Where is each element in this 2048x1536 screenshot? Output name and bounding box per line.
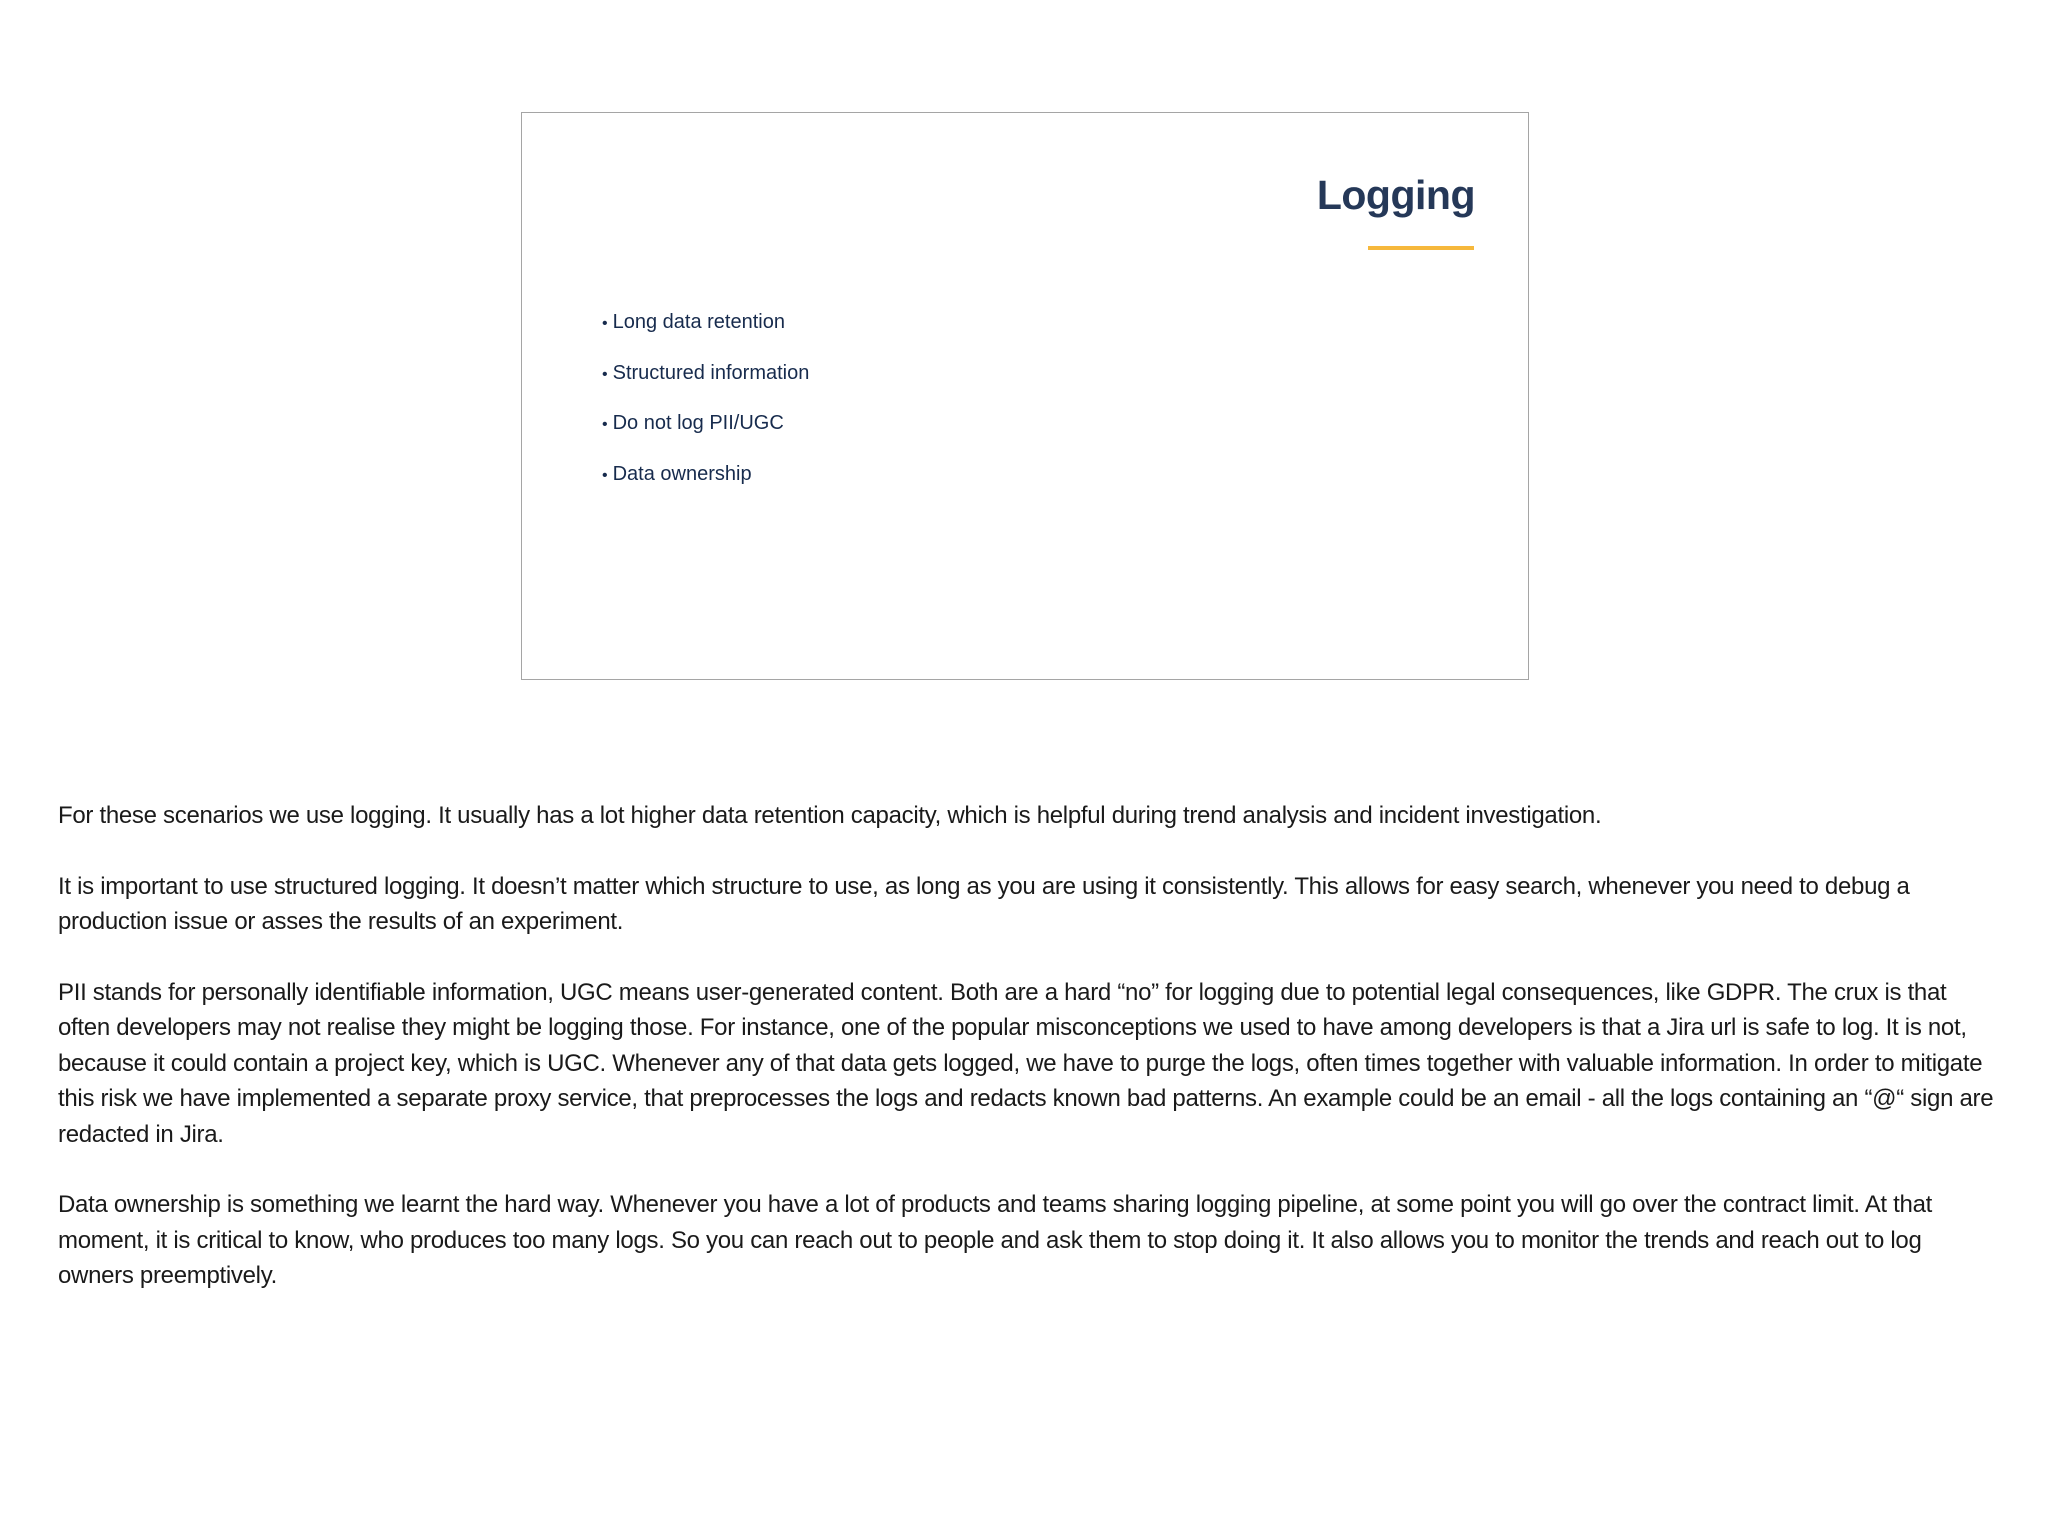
speaker-notes: [58, 798, 2003, 1329]
notes-paragraph: PII stands for personally identifiable information, UGC means user-generated content. Both are a hard “no” for logging due to potential legal consequences, like GDPR. The crux is that often developers may not realise they might be logging those. For instance, one of the popular misconceptions we used to have among developers is that a Jira url is safe to log. It is not, because it could contain a project key, which is UGC. Whenever any of that data gets logged, we have to purge the logs, often times together with valuable information. In order to mitigate this risk we have implemented a separate proxy service, that preprocesses the logs and redacts known bad patterns. An example could be an email - all the logs containing an “@“ sign are redacted in Jira.: [58, 978, 1994, 1148]
bullet-dot-icon: •: [602, 416, 608, 433]
bullet-item: [602, 310, 809, 334]
bullet-item: [602, 411, 809, 435]
bullet-text: Structured information: [612, 361, 810, 384]
bullet-dot-icon: •: [602, 315, 608, 332]
bullet-text: Do not log PII/UGC: [612, 412, 784, 434]
slide-thumbnail: [521, 112, 1529, 680]
slide-bullet-list: [602, 310, 809, 512]
bullet-item: [602, 462, 809, 486]
bullet-text: Data ownership: [612, 462, 752, 485]
bullet-dot-icon: •: [602, 365, 608, 383]
bullet-text: Long data retention: [612, 311, 785, 333]
notes-paragraph: For these scenarios we use logging. It usually has a lot higher data retention capacity, which is helpful during trend analysis and incident investigation.: [58, 802, 1602, 829]
notes-paragraph: It is important to use structured logging. It doesn’t matter which structure to use, as long as you are using it consistently. This allows for easy search, whenever you need to debug a production issue or asses the results of an experiment.: [58, 872, 1910, 935]
notes-paragraph: Data ownership is something we learnt the hard way. Whenever you have a lot of products and teams sharing logging pipeline, at some point you will go over the contract limit. At that moment, it is critical to know, who produces too many logs. So you can reach out to people and ask them to stop doing it. It also allows you to monitor the trends and reach out to log owners preemptively.: [58, 1191, 1933, 1289]
bullet-dot-icon: •: [602, 466, 608, 484]
title-underline: [1368, 246, 1474, 250]
slide-title: Logging: [1316, 172, 1475, 218]
bullet-item: [602, 361, 809, 385]
